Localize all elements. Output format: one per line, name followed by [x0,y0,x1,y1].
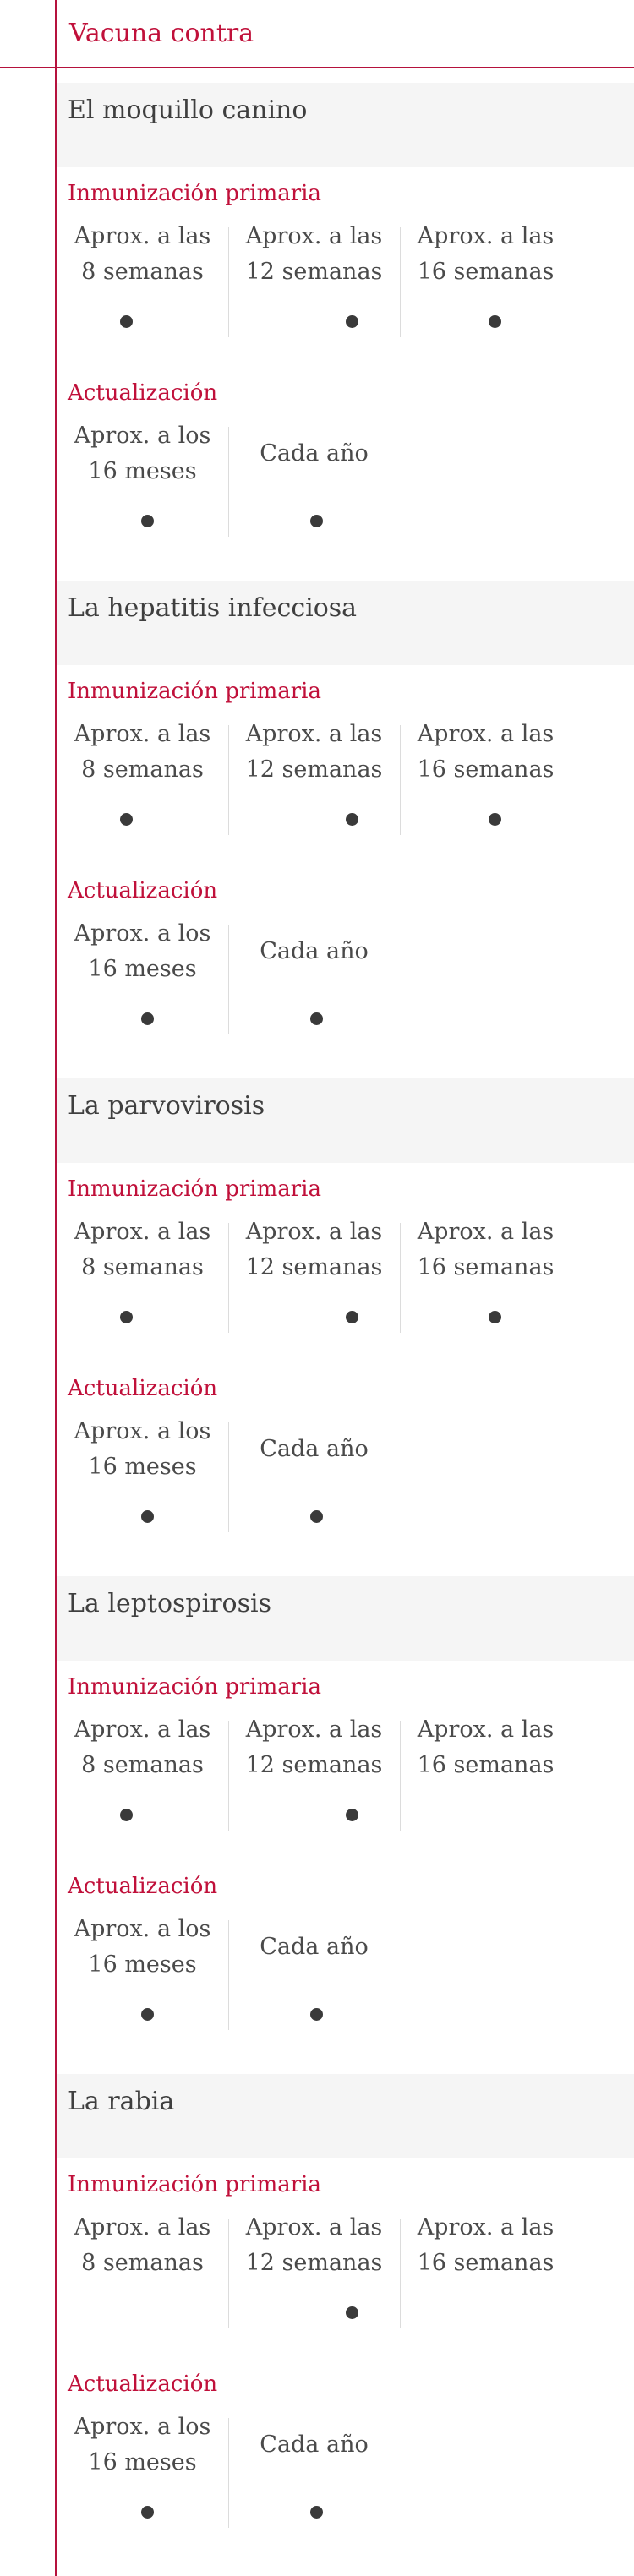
schedule-label-line1: Aprox. a las [74,223,211,249]
schedule-label-line2: 16 semanas [417,2250,555,2276]
schedule-label-line1: Aprox. a las [245,223,383,249]
schedule-label [57,219,228,290]
primary-schedule-row [57,1712,571,1864]
schedule-dot-icon [141,1012,154,1025]
schedule-label [228,219,400,290]
schedule-label-line2: 16 semanas [417,756,555,783]
schedule-label-line2: 16 meses [88,1951,197,1978]
schedule-label [57,418,228,489]
schedule-label [228,1929,400,1965]
schedule-label-line2: 16 meses [88,458,197,484]
schedule-dot-icon [141,1510,154,1523]
schedule-label [57,2210,228,2281]
schedule-label-line1: Aprox. a las [417,1716,555,1743]
schedule-cell [228,1912,400,2064]
schedule-label-line1: Aprox. a las [74,1716,211,1743]
schedule-label [57,1912,228,1983]
schedule-cell [228,2410,400,2562]
vaccine-section [57,1064,634,1562]
schedule-label-line2: 16 meses [88,1454,197,1480]
schedule-label-line1: Aprox. a los [74,1418,211,1444]
schedule-label [228,1712,400,1783]
schedule-label-line2: 16 semanas [417,1254,555,1280]
schedule-cell [57,2210,228,2362]
schedule-dot-icon [310,1510,323,1523]
disease-name: La rabia [68,2087,175,2116]
schedule-dot-icon [120,315,133,328]
update-title: Actualización [68,380,218,406]
schedule-label-line2: 16 semanas [417,259,555,285]
disease-name: La hepatitis infecciosa [68,593,358,623]
schedule-cell [400,1712,571,1864]
schedule-dot-icon [120,1809,133,1821]
schedule-cell [400,2210,571,2362]
update-title: Actualización [68,1874,218,1899]
schedule-dot-icon [346,813,358,826]
update-schedule-row [57,916,400,1068]
schedule-label-line2: 12 semanas [245,756,383,783]
primary-schedule-row [57,2210,571,2362]
schedule-label [400,717,571,788]
schedule-dot-icon [310,515,323,527]
primary-immunization-title: Inmunización primaria [68,1674,322,1700]
schedule-cell [57,916,228,1068]
schedule-label [57,916,228,987]
schedule-cell [57,1912,228,2064]
schedule-cell [228,1712,400,1864]
schedule-label-line1: Aprox. a las [74,721,211,747]
schedule-label-line2: 8 semanas [81,756,204,783]
primary-schedule-row [57,717,571,869]
schedule-label-line1: Cada año [260,1934,369,1960]
update-schedule-row [57,1912,400,2064]
schedule-label-line2: 8 semanas [81,259,204,285]
schedule-cell [57,1414,228,1566]
schedule-cell [228,1214,400,1367]
schedule-label [228,2210,400,2281]
schedule-label-line2: 12 semanas [245,2250,383,2276]
schedule-cell [228,717,400,869]
schedule-label-line1: Aprox. a las [417,721,555,747]
schedule-label-line1: Cada año [260,440,369,467]
schedule-label-line2: 8 semanas [81,1752,204,1778]
schedule-label [57,1712,228,1783]
schedule-label-line1: Cada año [260,2431,369,2458]
schedule-cell [400,717,571,869]
schedule-label-line2: 16 meses [88,956,197,982]
schedule-cell [228,2210,400,2362]
schedule-cell [57,1712,228,1864]
schedule-cell [228,418,400,570]
update-schedule-row [57,418,400,570]
schedule-label [228,1214,400,1285]
schedule-label-line2: 8 semanas [81,2250,204,2276]
schedule-label [228,934,400,969]
schedule-label [400,2210,571,2281]
schedule-cell [228,219,400,371]
vaccine-section [57,2060,634,2557]
update-schedule-row [57,2410,400,2562]
schedule-label [400,1712,571,1783]
primary-schedule-row [57,219,571,371]
schedule-label-line1: Aprox. a las [245,1716,383,1743]
schedule-label-line2: 16 meses [88,2449,197,2475]
update-title: Actualización [68,1376,218,1401]
vaccine-section [57,566,634,1064]
vaccination-sections [57,68,634,2557]
schedule-label-line1: Aprox. a las [417,223,555,249]
schedule-label [57,2410,228,2480]
schedule-label [57,1414,228,1485]
schedule-label-line1: Aprox. a los [74,2414,211,2440]
schedule-dot-icon [141,2008,154,2021]
schedule-label-line1: Aprox. a las [417,1219,555,1245]
schedule-label-line1: Aprox. a las [245,721,383,747]
schedule-label [228,717,400,788]
schedule-label-line1: Aprox. a las [245,1219,383,1245]
update-title: Actualización [68,2371,218,2397]
schedule-cell [228,916,400,1068]
schedule-dot-icon [489,813,501,826]
schedule-dot-icon [120,1311,133,1323]
schedule-dot-icon [489,1311,501,1323]
schedule-cell [57,418,228,570]
schedule-dot-icon [310,2506,323,2519]
schedule-label-line1: Aprox. a las [417,2214,555,2240]
schedule-dot-icon [120,813,133,826]
update-schedule-row [57,1414,400,1566]
schedule-dot-icon [346,1311,358,1323]
schedule-dot-icon [310,1012,323,1025]
schedule-dot-icon [346,1809,358,1821]
primary-schedule-row [57,1214,571,1367]
primary-immunization-title: Inmunización primaria [68,1176,322,1202]
schedule-cell [57,219,228,371]
schedule-dot-icon [346,2306,358,2319]
primary-immunization-title: Inmunización primaria [68,181,322,206]
schedule-cell [228,1414,400,1566]
schedule-label-line1: Aprox. a los [74,1916,211,1942]
update-title: Actualización [68,878,218,903]
schedule-label [57,717,228,788]
schedule-label-line1: Aprox. a las [74,1219,211,1245]
schedule-label [400,219,571,290]
schedule-cell [57,717,228,869]
schedule-label-line2: 12 semanas [245,1752,383,1778]
schedule-label-line1: Aprox. a las [245,2214,383,2240]
schedule-dot-icon [141,515,154,527]
schedule-cell [57,1214,228,1367]
schedule-dot-icon [141,2506,154,2519]
primary-immunization-title: Inmunización primaria [68,2172,322,2197]
vaccine-section [57,1562,634,2060]
schedule-label [57,1214,228,1285]
schedule-label-line1: Aprox. a los [74,423,211,449]
schedule-cell [400,219,571,371]
schedule-cell [400,1214,571,1367]
schedule-dot-icon [346,315,358,328]
schedule-cell [57,2410,228,2562]
schedule-label-line2: 12 semanas [245,259,383,285]
schedule-label [400,1214,571,1285]
schedule-label-line1: Cada año [260,1436,369,1462]
schedule-label-line2: 8 semanas [81,1254,204,1280]
schedule-label [228,1432,400,1467]
primary-immunization-title: Inmunización primaria [68,679,322,704]
schedule-label-line1: Aprox. a las [74,2214,211,2240]
disease-name: El moquillo canino [68,96,308,125]
schedule-label [228,2427,400,2463]
schedule-label-line2: 12 semanas [245,1254,383,1280]
schedule-label-line1: Cada año [260,938,369,964]
schedule-dot-icon [310,2008,323,2021]
schedule-label-line1: Aprox. a los [74,920,211,947]
table-header-title: Vacuna contra [69,19,254,48]
schedule-label-line2: 16 semanas [417,1752,555,1778]
disease-name: La parvovirosis [68,1091,265,1121]
disease-name: La leptospirosis [68,1589,271,1618]
vaccine-section [57,68,634,566]
schedule-dot-icon [489,315,501,328]
schedule-label [228,436,400,472]
